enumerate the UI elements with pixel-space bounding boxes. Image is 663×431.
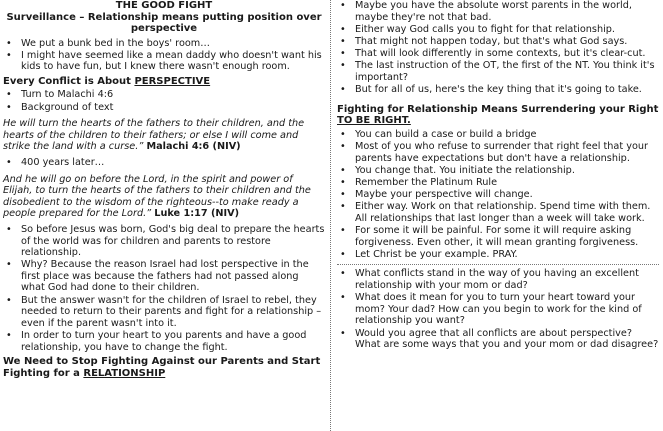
list-item: • But for all of us, here's the key thing that it's going to take. xyxy=(337,84,659,96)
list-item: • Maybe your perspective will change. xyxy=(337,189,659,201)
scripture-quote-malachi xyxy=(3,118,325,153)
list-item: • I might have seemed like a mean daddy who doesn't want his kids to have fun, but I knew there wasn't enough room. xyxy=(3,50,325,73)
surrender-list xyxy=(337,129,659,261)
list-item: • You can build a case or build a bridge xyxy=(337,129,659,141)
list-item: • That might not happen today, but that's what God says. xyxy=(337,36,659,48)
interlude-list xyxy=(3,157,325,169)
section-divider xyxy=(337,264,659,265)
intro-list xyxy=(3,38,325,73)
list-item: • Why? Because the reason Israel had lost perspective in the first place was because the fathers had not passed along what God had done to their children. xyxy=(3,259,325,294)
question-item: • Would you agree that all conflicts are about perspective? What are some ways that you and your mom or dad disagree? xyxy=(337,328,659,351)
list-item: • In order to turn your heart to you parents and have a good relationship, you have to change the fight. xyxy=(3,330,325,353)
scripture-quote-luke xyxy=(3,174,325,220)
question-item: • What conflicts stand in the way of you having an excellent relationship with your mom or dad? xyxy=(337,268,659,291)
list-item: • We put a bunk bed in the boys' room… xyxy=(3,38,325,50)
list-item: • Turn to Malachi 4:6 xyxy=(3,89,325,101)
body-list xyxy=(3,224,325,353)
list-item: • Most of you who refuse to surrender that right feel that your parents have expectations but don't have a relationship. xyxy=(337,141,659,164)
list-item: • Let Christ be your example. PRAY. xyxy=(337,249,659,261)
heading-emphasis: TO BE RIGHT. xyxy=(337,115,411,127)
section-heading-surrender xyxy=(337,104,659,127)
quote-reference: Luke 1:17 (NIV) xyxy=(154,208,240,220)
heading-text: Fighting for Relationship Means Surrendering your Right xyxy=(337,103,659,115)
right-column xyxy=(337,0,659,351)
list-item: • Background of text xyxy=(3,102,325,114)
list-item: • Either way God calls you to fight for that relationship. xyxy=(337,24,659,36)
list-item: • The last instruction of the OT, the first of the NT. You think it's important? xyxy=(337,60,659,83)
heading-emphasis: RELATIONSHIP xyxy=(83,367,166,379)
discussion-questions xyxy=(337,268,659,350)
page-subtitle: Surveillance – Relationship means putting position over perspective xyxy=(6,11,322,34)
list-item: • That will look differently in some contexts, but it's clear-cut. xyxy=(337,48,659,60)
section-heading-relationship xyxy=(3,356,325,379)
list-item: • 400 years later… xyxy=(3,157,325,169)
heading-text: We Need to Stop Fighting Against our Parents and Start Fighting for a xyxy=(3,356,321,379)
left-column xyxy=(3,0,325,381)
list-item: • Maybe you have the absolute worst parents in the world, maybe they're not that bad. xyxy=(337,0,659,23)
list-item: • Remember the Platinum Rule xyxy=(337,177,659,189)
heading-text: Every Conflict is About xyxy=(3,75,135,87)
list-item: • So before Jesus was born, God's big deal to prepare the hearts of the world was for children and parents to restore relationship. xyxy=(3,224,325,259)
list-item: • But the answer wasn't for the children of Israel to rebel, they needed to return to their parents and fight for a relationship – even if the parent wasn't into it. xyxy=(3,295,325,330)
quote-text: He will turn the hearts of the fathers to their children, and the hearts of the children to their fathers; or else I will come and strike the land with a curse.” xyxy=(3,118,305,153)
perspective-list xyxy=(3,89,325,113)
quote-reference: Malachi 4:6 (NIV) xyxy=(146,141,241,153)
quote-text: And he will go on before the Lord, in the spirit and power of Elijah, to turn the hearts of the fathers to their children and the disobedient to the wisdom of the righteous--to make ready a people prepared for the Lord.” xyxy=(3,173,311,220)
list-item: • You change that. You initiate the relationship. xyxy=(337,165,659,177)
heading-emphasis: PERSPECTIVE xyxy=(134,75,211,87)
list-item: • Either way. Work on that relationship. Spend time with them. All relationships that last longer than a week will take work. xyxy=(337,201,659,224)
section-heading-perspective xyxy=(3,76,325,88)
continuation-list xyxy=(337,0,659,96)
list-item: • For some it will be painful. For some it will require asking forgiveness. Even other, it will mean granting forgiveness. xyxy=(337,225,659,248)
column-divider xyxy=(330,0,331,431)
page-title: THE GOOD FIGHT xyxy=(115,0,213,11)
question-item: • What does it mean for you to turn your heart toward your mom? Your dad? How can you begin to work for the kind of relationship you want? xyxy=(337,292,659,327)
